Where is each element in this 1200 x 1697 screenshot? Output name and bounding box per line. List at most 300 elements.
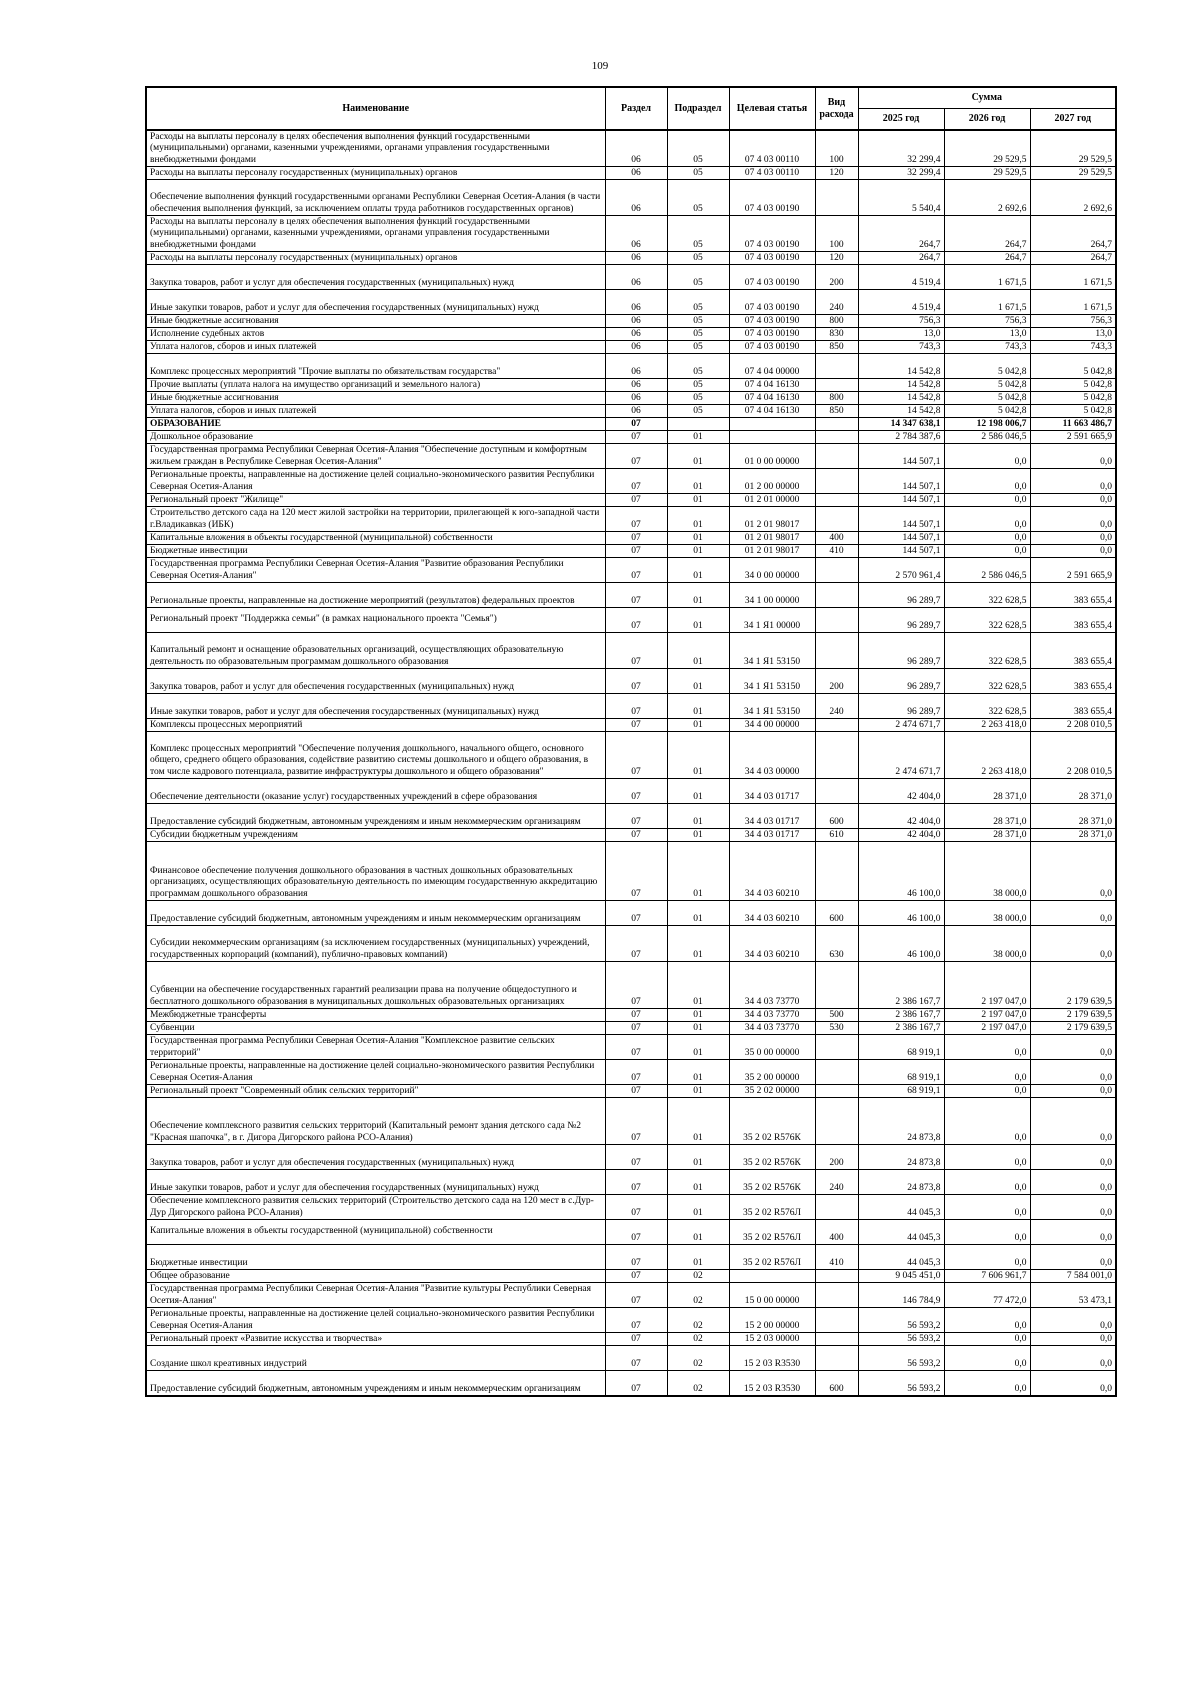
cell-name: Иные закупки товаров, работ и услуг для обеспечения государственных (муниципальных) нужд xyxy=(146,290,605,315)
header-year-2026: 2026 год xyxy=(944,109,1030,131)
cell-sum-2027: 2 692,6 xyxy=(1030,180,1116,216)
cell-sum-2027: 383 655,4 xyxy=(1030,583,1116,608)
cell-subsection: 05 xyxy=(667,130,729,167)
cell-subsection: 01 xyxy=(667,558,729,583)
cell-target-article: 07 4 03 00190 xyxy=(729,315,815,328)
cell-sum-2025: 4 519,4 xyxy=(858,290,944,315)
cell-target-article: 01 2 01 98017 xyxy=(729,545,815,558)
cell-section: 07 xyxy=(605,431,667,444)
cell-sum-2027: 0,0 xyxy=(1030,1098,1116,1145)
cell-subsection: 01 xyxy=(667,1145,729,1170)
cell-section: 06 xyxy=(605,167,667,180)
cell-target-article: 34 4 03 60210 xyxy=(729,842,815,901)
cell-sum-2025: 14 542,8 xyxy=(858,405,944,418)
cell-target-article: 01 2 01 98017 xyxy=(729,532,815,545)
cell-subsection: 01 xyxy=(667,1022,729,1035)
cell-section: 07 xyxy=(605,545,667,558)
table-row xyxy=(146,431,1116,444)
cell-sum-2026: 5 042,8 xyxy=(944,405,1030,418)
cell-section: 07 xyxy=(605,1333,667,1346)
cell-sum-2026: 7 606 961,7 xyxy=(944,1270,1030,1283)
cell-expense-kind: 410 xyxy=(815,545,858,558)
cell-subsection: 01 xyxy=(667,1085,729,1098)
table-row xyxy=(146,962,1116,1009)
cell-name: Региональный проект "Современный облик сельских территорий" xyxy=(146,1085,605,1098)
cell-name: Государственная программа Республики Северная Осетия-Алания "Развитие культуры Республики Северная Осетия-Алания" xyxy=(146,1283,605,1308)
table-row xyxy=(146,1195,1116,1220)
cell-target-article: 35 2 02 00000 xyxy=(729,1085,815,1098)
cell-target-article: 01 2 01 00000 xyxy=(729,494,815,507)
cell-sum-2026: 2 197 047,0 xyxy=(944,1022,1030,1035)
header-expense-kind: Вид расхода xyxy=(815,87,858,130)
cell-sum-2025: 4 519,4 xyxy=(858,265,944,290)
cell-expense-kind: 120 xyxy=(815,252,858,265)
cell-subsection: 02 xyxy=(667,1308,729,1333)
header-target-article: Целевая статья xyxy=(729,87,815,130)
cell-section: 07 xyxy=(605,779,667,804)
cell-name: Комплексы процессных мероприятий xyxy=(146,719,605,732)
cell-subsection: 02 xyxy=(667,1270,729,1283)
cell-section: 07 xyxy=(605,507,667,532)
cell-target-article: 34 4 03 60210 xyxy=(729,926,815,962)
cell-section: 07 xyxy=(605,962,667,1009)
cell-target-article: 35 2 02 R576Л xyxy=(729,1220,815,1245)
cell-name: Государственная программа Республики Северная Осетия-Алания "Комплексное развитие сельских территорий" xyxy=(146,1035,605,1060)
cell-expense-kind: 850 xyxy=(815,405,858,418)
cell-sum-2026: 0,0 xyxy=(944,1245,1030,1270)
cell-expense-kind xyxy=(815,1195,858,1220)
cell-target-article: 34 4 03 01717 xyxy=(729,829,815,842)
table-header xyxy=(146,87,1116,130)
cell-expense-kind: 800 xyxy=(815,315,858,328)
cell-expense-kind xyxy=(815,1308,858,1333)
cell-target-article: 15 2 03 00000 xyxy=(729,1333,815,1346)
cell-section: 06 xyxy=(605,180,667,216)
cell-target-article: 15 2 03 R3530 xyxy=(729,1371,815,1397)
cell-name: Расходы на выплаты персоналу в целях обеспечения выполнения функций государственными (муниципальными) органами, казенными учреждениями, органами управления государственными внебюджетными фондами xyxy=(146,216,605,252)
cell-sum-2025: 2 474 671,7 xyxy=(858,719,944,732)
cell-subsection: 05 xyxy=(667,252,729,265)
cell-sum-2026: 322 628,5 xyxy=(944,633,1030,669)
cell-section: 07 xyxy=(605,1009,667,1022)
cell-sum-2025: 44 045,3 xyxy=(858,1195,944,1220)
cell-expense-kind: 240 xyxy=(815,1170,858,1195)
cell-target-article: 07 4 04 16130 xyxy=(729,405,815,418)
cell-subsection: 05 xyxy=(667,180,729,216)
cell-expense-kind: 410 xyxy=(815,1245,858,1270)
cell-subsection: 01 xyxy=(667,583,729,608)
cell-target-article: 15 2 03 R3530 xyxy=(729,1346,815,1371)
cell-subsection: 01 xyxy=(667,1245,729,1270)
table-row xyxy=(146,392,1116,405)
cell-section: 07 xyxy=(605,1085,667,1098)
cell-subsection: 05 xyxy=(667,265,729,290)
table-row xyxy=(146,694,1116,719)
cell-name: Предоставление субсидий бюджетным, автономным учреждениям и иным некоммерческим организациям xyxy=(146,901,605,926)
cell-sum-2025: 56 593,2 xyxy=(858,1333,944,1346)
cell-expense-kind: 630 xyxy=(815,926,858,962)
cell-target-article: 34 1 Я1 00000 xyxy=(729,608,815,633)
cell-sum-2027: 0,0 xyxy=(1030,545,1116,558)
cell-sum-2026: 38 000,0 xyxy=(944,842,1030,901)
cell-sum-2025: 42 404,0 xyxy=(858,779,944,804)
cell-sum-2027: 29 529,5 xyxy=(1030,167,1116,180)
cell-target-article: 07 4 03 00190 xyxy=(729,290,815,315)
cell-subsection: 01 xyxy=(667,829,729,842)
cell-target-article: 15 0 00 00000 xyxy=(729,1283,815,1308)
table-row xyxy=(146,926,1116,962)
cell-name: Субвенции на обеспечение государственных гарантий реализации права на получение общедоступного и бесплатного дошкольного образования в муниципальных дошкольных образовательных организациях xyxy=(146,962,605,1009)
cell-section: 06 xyxy=(605,315,667,328)
cell-name: Обеспечение деятельности (оказание услуг) государственных учреждений в сфере образования xyxy=(146,779,605,804)
cell-sum-2026: 0,0 xyxy=(944,1170,1030,1195)
cell-subsection: 01 xyxy=(667,469,729,494)
cell-sum-2026: 2 263 418,0 xyxy=(944,719,1030,732)
cell-target-article: 07 4 03 00190 xyxy=(729,252,815,265)
cell-target-article: 34 4 03 01717 xyxy=(729,779,815,804)
cell-section: 07 xyxy=(605,608,667,633)
cell-section: 07 xyxy=(605,926,667,962)
cell-section: 07 xyxy=(605,1220,667,1245)
cell-name: Капитальные вложения в объекты государственной (муниципальной) собственности xyxy=(146,1220,605,1245)
cell-section: 07 xyxy=(605,1245,667,1270)
cell-sum-2027: 0,0 xyxy=(1030,1145,1116,1170)
cell-name: Прочие выплаты (уплата налога на имущество организаций и земельного налога) xyxy=(146,379,605,392)
cell-subsection: 01 xyxy=(667,545,729,558)
cell-section: 07 xyxy=(605,583,667,608)
cell-sum-2025: 56 593,2 xyxy=(858,1308,944,1333)
cell-target-article: 34 4 00 00000 xyxy=(729,719,815,732)
cell-name: Расходы на выплаты персоналу в целях обеспечения выполнения функций государственными (муниципальными) органами, казенными учреждениями, органами управления государственными внебюджетными фондами xyxy=(146,130,605,167)
cell-sum-2027: 264,7 xyxy=(1030,252,1116,265)
cell-sum-2027: 0,0 xyxy=(1030,842,1116,901)
cell-expense-kind xyxy=(815,354,858,379)
cell-expense-kind xyxy=(815,180,858,216)
cell-section: 07 xyxy=(605,444,667,469)
cell-expense-kind xyxy=(815,507,858,532)
table-row xyxy=(146,558,1116,583)
cell-sum-2027: 0,0 xyxy=(1030,1085,1116,1098)
cell-sum-2025: 2 474 671,7 xyxy=(858,732,944,779)
cell-target-article: 07 4 03 00110 xyxy=(729,167,815,180)
cell-sum-2025: 2 386 167,7 xyxy=(858,1022,944,1035)
table-row xyxy=(146,1060,1116,1085)
table-row xyxy=(146,669,1116,694)
table-row xyxy=(146,252,1116,265)
cell-subsection: 05 xyxy=(667,379,729,392)
cell-sum-2027: 0,0 xyxy=(1030,901,1116,926)
cell-sum-2027: 28 371,0 xyxy=(1030,804,1116,829)
cell-name: Расходы на выплаты персоналу государственных (муниципальных) органов xyxy=(146,252,605,265)
cell-sum-2025: 42 404,0 xyxy=(858,804,944,829)
cell-sum-2027: 756,3 xyxy=(1030,315,1116,328)
table-row xyxy=(146,1085,1116,1098)
cell-target-article: 35 2 02 R576К xyxy=(729,1145,815,1170)
cell-section: 06 xyxy=(605,354,667,379)
cell-section: 06 xyxy=(605,265,667,290)
cell-subsection: 05 xyxy=(667,328,729,341)
cell-sum-2026: 2 197 047,0 xyxy=(944,1009,1030,1022)
cell-subsection: 01 xyxy=(667,962,729,1009)
cell-sum-2026: 5 042,8 xyxy=(944,354,1030,379)
cell-sum-2027: 0,0 xyxy=(1030,1333,1116,1346)
cell-section: 07 xyxy=(605,719,667,732)
cell-section: 06 xyxy=(605,216,667,252)
cell-section: 06 xyxy=(605,328,667,341)
cell-name: Капитальный ремонт и оснащение образовательных организаций, осуществляющих образовательную деятельность по образовательным программам дошкольного образования xyxy=(146,633,605,669)
cell-sum-2027: 29 529,5 xyxy=(1030,130,1116,167)
cell-expense-kind xyxy=(815,732,858,779)
cell-sum-2025: 743,3 xyxy=(858,341,944,354)
table-row xyxy=(146,1220,1116,1245)
cell-section: 07 xyxy=(605,1283,667,1308)
cell-section: 07 xyxy=(605,1346,667,1371)
cell-sum-2025: 96 289,7 xyxy=(858,694,944,719)
cell-name: Комплекс процессных мероприятий "Прочие выплаты по обязательствам государства" xyxy=(146,354,605,379)
cell-name: Расходы на выплаты персоналу государственных (муниципальных) органов xyxy=(146,167,605,180)
cell-subsection: 01 xyxy=(667,608,729,633)
cell-target-article: 34 4 03 73770 xyxy=(729,1022,815,1035)
cell-expense-kind: 600 xyxy=(815,804,858,829)
table-row xyxy=(146,444,1116,469)
cell-sum-2026: 77 472,0 xyxy=(944,1283,1030,1308)
header-year-2027: 2027 год xyxy=(1030,109,1116,131)
cell-sum-2026: 1 671,5 xyxy=(944,265,1030,290)
cell-name: Капитальные вложения в объекты государственной (муниципальной) собственности xyxy=(146,532,605,545)
cell-subsection: 01 xyxy=(667,1220,729,1245)
cell-name: ОБРАЗОВАНИЕ xyxy=(146,418,605,431)
cell-target-article: 07 4 03 00190 xyxy=(729,180,815,216)
cell-section: 07 xyxy=(605,694,667,719)
cell-sum-2027: 383 655,4 xyxy=(1030,694,1116,719)
cell-expense-kind xyxy=(815,444,858,469)
cell-subsection: 01 xyxy=(667,732,729,779)
cell-sum-2027: 0,0 xyxy=(1030,1245,1116,1270)
cell-section: 07 xyxy=(605,669,667,694)
cell-target-article: 07 4 04 16130 xyxy=(729,379,815,392)
cell-name: Иные бюджетные ассигнования xyxy=(146,392,605,405)
cell-section: 07 xyxy=(605,532,667,545)
table-row xyxy=(146,341,1116,354)
cell-section: 06 xyxy=(605,252,667,265)
cell-sum-2025: 96 289,7 xyxy=(858,633,944,669)
cell-name: Региональные проекты, направленные на достижение мероприятий (результатов) федеральных проектов xyxy=(146,583,605,608)
cell-subsection: 05 xyxy=(667,216,729,252)
cell-expense-kind: 600 xyxy=(815,1371,858,1397)
table-row xyxy=(146,1270,1116,1283)
cell-subsection: 01 xyxy=(667,1060,729,1085)
cell-sum-2026: 0,0 xyxy=(944,1371,1030,1397)
cell-sum-2026: 5 042,8 xyxy=(944,379,1030,392)
cell-target-article: 01 0 00 00000 xyxy=(729,444,815,469)
cell-target-article: 35 2 00 00000 xyxy=(729,1060,815,1085)
table-row xyxy=(146,418,1116,431)
cell-sum-2026: 0,0 xyxy=(944,545,1030,558)
cell-sum-2026: 29 529,5 xyxy=(944,167,1030,180)
table-row xyxy=(146,901,1116,926)
table-row xyxy=(146,130,1116,167)
cell-name: Предоставление субсидий бюджетным, автономным учреждениям и иным некоммерческим организациям xyxy=(146,804,605,829)
cell-section: 07 xyxy=(605,732,667,779)
cell-expense-kind xyxy=(815,494,858,507)
cell-sum-2025: 13,0 xyxy=(858,328,944,341)
cell-expense-kind xyxy=(815,558,858,583)
cell-sum-2026: 28 371,0 xyxy=(944,829,1030,842)
cell-sum-2025: 32 299,4 xyxy=(858,167,944,180)
cell-sum-2026: 0,0 xyxy=(944,1060,1030,1085)
cell-subsection: 05 xyxy=(667,392,729,405)
cell-subsection: 02 xyxy=(667,1346,729,1371)
cell-subsection: 05 xyxy=(667,290,729,315)
cell-sum-2026: 0,0 xyxy=(944,494,1030,507)
cell-section: 07 xyxy=(605,1022,667,1035)
cell-expense-kind: 610 xyxy=(815,829,858,842)
cell-subsection: 01 xyxy=(667,1035,729,1060)
cell-target-article: 35 0 00 00000 xyxy=(729,1035,815,1060)
cell-expense-kind xyxy=(815,379,858,392)
table-row xyxy=(146,1145,1116,1170)
cell-sum-2027: 5 042,8 xyxy=(1030,392,1116,405)
cell-sum-2027: 0,0 xyxy=(1030,1195,1116,1220)
cell-name: Уплата налогов, сборов и иных платежей xyxy=(146,405,605,418)
cell-target-article xyxy=(729,1270,815,1283)
cell-sum-2027: 2 179 639,5 xyxy=(1030,1009,1116,1022)
cell-expense-kind: 600 xyxy=(815,901,858,926)
cell-section: 07 xyxy=(605,901,667,926)
cell-sum-2025: 56 593,2 xyxy=(858,1371,944,1397)
cell-sum-2025: 2 386 167,7 xyxy=(858,962,944,1009)
table-row xyxy=(146,1371,1116,1397)
cell-subsection: 01 xyxy=(667,1009,729,1022)
cell-sum-2027: 1 671,5 xyxy=(1030,290,1116,315)
cell-target-article: 07 4 03 00190 xyxy=(729,216,815,252)
cell-target-article: 07 4 04 00000 xyxy=(729,354,815,379)
cell-sum-2027: 13,0 xyxy=(1030,328,1116,341)
cell-expense-kind xyxy=(815,1098,858,1145)
cell-section: 07 xyxy=(605,494,667,507)
cell-sum-2026: 0,0 xyxy=(944,532,1030,545)
cell-sum-2026: 264,7 xyxy=(944,252,1030,265)
cell-sum-2027: 0,0 xyxy=(1030,926,1116,962)
cell-name: Обеспечение комплексного развития сельских территорий (Капитальный ремонт здания детского сада №2 "Красная шапочка", в г. Дигора Дигорского района РСО-Алания) xyxy=(146,1098,605,1145)
cell-sum-2026: 1 671,5 xyxy=(944,290,1030,315)
table-row xyxy=(146,842,1116,901)
cell-section: 06 xyxy=(605,290,667,315)
cell-subsection: 01 xyxy=(667,507,729,532)
cell-name: Уплата налогов, сборов и иных платежей xyxy=(146,341,605,354)
cell-sum-2026: 322 628,5 xyxy=(944,583,1030,608)
cell-target-article: 34 1 Я1 53150 xyxy=(729,633,815,669)
cell-target-article: 01 2 00 00000 xyxy=(729,469,815,494)
cell-expense-kind xyxy=(815,469,858,494)
cell-target-article: 07 4 03 00190 xyxy=(729,341,815,354)
cell-target-article: 35 2 02 R576К xyxy=(729,1170,815,1195)
cell-sum-2025: 32 299,4 xyxy=(858,130,944,167)
cell-sum-2027: 5 042,8 xyxy=(1030,405,1116,418)
cell-name: Дошкольное образование xyxy=(146,431,605,444)
cell-sum-2025: 144 507,1 xyxy=(858,545,944,558)
cell-expense-kind: 120 xyxy=(815,167,858,180)
table-row xyxy=(146,328,1116,341)
table-row xyxy=(146,315,1116,328)
cell-name: Государственная программа Республики Северная Осетия-Алания "Развитие образования Республики Северная Осетия-Алания" xyxy=(146,558,605,583)
cell-section: 07 xyxy=(605,558,667,583)
table-row xyxy=(146,1022,1116,1035)
cell-target-article: 34 0 00 00000 xyxy=(729,558,815,583)
cell-sum-2027: 0,0 xyxy=(1030,1170,1116,1195)
cell-sum-2027: 28 371,0 xyxy=(1030,829,1116,842)
cell-section: 06 xyxy=(605,405,667,418)
table-row xyxy=(146,1283,1116,1308)
cell-sum-2026: 2 586 046,5 xyxy=(944,558,1030,583)
cell-sum-2026: 0,0 xyxy=(944,444,1030,469)
cell-target-article: 35 2 02 R576Л xyxy=(729,1195,815,1220)
cell-sum-2027: 383 655,4 xyxy=(1030,608,1116,633)
cell-sum-2025: 24 873,8 xyxy=(858,1170,944,1195)
cell-sum-2025: 264,7 xyxy=(858,216,944,252)
cell-section: 06 xyxy=(605,379,667,392)
cell-name: Предоставление субсидий бюджетным, автономным учреждениям и иным некоммерческим организациям xyxy=(146,1371,605,1397)
cell-section: 07 xyxy=(605,418,667,431)
cell-name: Обеспечение выполнения функций государственными органами Республики Северная Осетия-Алания (в части обеспечения выполнения функций, за исключением оплаты труда работников государственных органов) xyxy=(146,180,605,216)
cell-sum-2027: 0,0 xyxy=(1030,469,1116,494)
cell-sum-2025: 44 045,3 xyxy=(858,1245,944,1270)
cell-sum-2026: 0,0 xyxy=(944,507,1030,532)
cell-name: Региональные проекты, направленные на достижение целей социально-экономического развития Республики Северная Осетия-Алания xyxy=(146,1060,605,1085)
cell-expense-kind: 100 xyxy=(815,216,858,252)
cell-sum-2027: 383 655,4 xyxy=(1030,669,1116,694)
cell-sum-2026: 38 000,0 xyxy=(944,926,1030,962)
cell-sum-2025: 9 045 451,0 xyxy=(858,1270,944,1283)
cell-name: Региональный проект "Поддержка семьи" (в рамках национального проекта "Семья") xyxy=(146,608,605,633)
cell-sum-2026: 28 371,0 xyxy=(944,804,1030,829)
cell-sum-2025: 46 100,0 xyxy=(858,842,944,901)
table-row xyxy=(146,532,1116,545)
cell-sum-2026: 2 692,6 xyxy=(944,180,1030,216)
cell-expense-kind: 240 xyxy=(815,694,858,719)
cell-expense-kind xyxy=(815,1283,858,1308)
cell-subsection xyxy=(667,418,729,431)
cell-expense-kind xyxy=(815,962,858,1009)
cell-sum-2025: 42 404,0 xyxy=(858,829,944,842)
cell-sum-2027: 0,0 xyxy=(1030,444,1116,469)
cell-subsection: 01 xyxy=(667,1170,729,1195)
table-row xyxy=(146,167,1116,180)
cell-sum-2026: 0,0 xyxy=(944,1333,1030,1346)
cell-sum-2025: 144 507,1 xyxy=(858,444,944,469)
cell-sum-2026: 0,0 xyxy=(944,1098,1030,1145)
cell-sum-2027: 0,0 xyxy=(1030,1035,1116,1060)
cell-sum-2027: 2 591 665,9 xyxy=(1030,431,1116,444)
table-row xyxy=(146,1098,1116,1145)
cell-sum-2026: 38 000,0 xyxy=(944,901,1030,926)
cell-sum-2027: 264,7 xyxy=(1030,216,1116,252)
cell-expense-kind: 240 xyxy=(815,290,858,315)
cell-sum-2027: 0,0 xyxy=(1030,507,1116,532)
cell-expense-kind xyxy=(815,418,858,431)
cell-sum-2025: 5 540,4 xyxy=(858,180,944,216)
cell-sum-2026: 2 263 418,0 xyxy=(944,732,1030,779)
table-row xyxy=(146,379,1116,392)
cell-name: Региональные проекты, направленные на достижение целей социально-экономического развития Республики Северная Осетия-Алания xyxy=(146,469,605,494)
cell-sum-2027: 0,0 xyxy=(1030,1060,1116,1085)
cell-expense-kind xyxy=(815,1270,858,1283)
cell-section: 06 xyxy=(605,392,667,405)
cell-name: Государственная программа Республики Северная Осетия-Алания "Обеспечение доступным и комфортным жильем граждан в Республике Северная Осетия-Алания" xyxy=(146,444,605,469)
cell-target-article: 34 1 Я1 53150 xyxy=(729,694,815,719)
page-number: 109 xyxy=(591,60,609,72)
cell-name: Исполнение судебных актов xyxy=(146,328,605,341)
